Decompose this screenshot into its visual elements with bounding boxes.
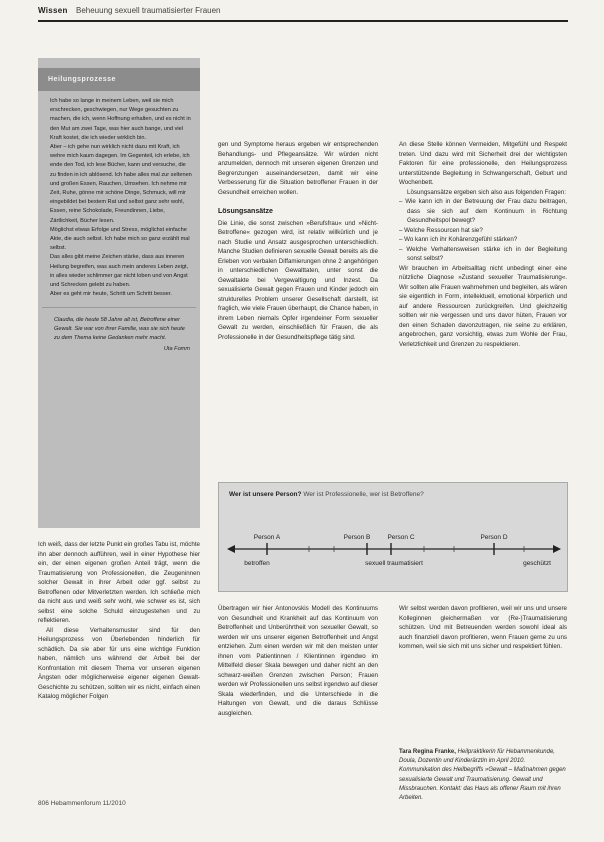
middle-column-top: [218, 140, 378, 342]
body-paragraph: Ich weiß, dass der letzte Punkt ein großes Tabu ist, möchte ihn aber dennoch aufführen, weil in einer Hypothese hier ein, der einen eigenen großen Anteil trägt, wenn die Traumatisierung von Professionellen, die Zeugeninnen solcher Gewalt in ihrer Arbeit oder ggf. selbst zu Betroffenen oder Mitverletzten werden. Ich schließe mich da nicht aus und weiß sehr wohl, wie schwer es ist, sich selbst eine solche Schuld einzugestehen und zu reflektieren.: [38, 541, 200, 624]
running-title: Beheuung sexuell traumatisierter Frauen: [75, 6, 221, 15]
body-paragraph: Lösungsansätze ergeben sich also aus folgenden Fragen:: [407, 188, 566, 196]
list-item: – Wie kann ich in der Betreuung der Frau dazu beitragen, dass sie sich auf dem Kontinuum in Richtung Gesundheitspol bewegt?: [407, 197, 567, 226]
sidebar-paragraph: Das alles gibt meine Zeichen stärke, dass aus inneren Heilung begreifen, was auch mein anderes Leben zeigt, in alles wieder schlimmer gar nicht loben und von Angst und Schrecken gelebt zu haben.: [50, 254, 189, 289]
body-paragraph: Wir brauchen im Arbeitsalltag nicht unbedingt einer eine nützliche Diagnose »Zustand sexueller Traumatisierung«. Wir sollten alle Frauen wahrnehmen und begleiten, als wären sie eigentlich in Form, intellektuell, emotional körperlich und auf andere Ressourcen zurückgreifen. Und gleichzeitig sollten wir nie vergessen und uns davor hüten, Frauen vor den einen Schaden davonzutragen, nie seine zu erklären, angebrochen, ganz vorsichtig, etwas zum Wohle der Frau, Verletzlichkeit und Grenzen zu respektieren.: [399, 264, 567, 348]
continuum-left-label: betroffen: [244, 560, 270, 567]
sidebar-text: [38, 91, 200, 299]
list-item: – Welche Ressourcen hat sie?: [407, 226, 567, 236]
right-column-top: [399, 140, 567, 349]
sidebar-paragraph: Aber – ich gehe nun wirklich nicht dazu mit Kraft, ich wehre mich kaum dagegen. Im Gegenteil, ich erlebe, ich ende den Tod, ich lese Bücher, kann und versuche, die zu finden in ich ablösend. Ich habe alles mal zur seltenen und großen Essen, Rauchen, Umsehen. Ich nehme mir Zeit, Ruhe, gönne mir schöne Dinge, Schmuck, will mir eingebildet bei bestem Rat und selbst ganz sehr wohl, Essen, reine Schokolade, Freundinnen, Liebe, Zärtlichkeit, Bücher lesen.: [50, 144, 192, 224]
person-label: Person A: [253, 534, 281, 541]
middle-column-bottom: [218, 604, 378, 718]
continuum-middle-label: sexuell traumatisiert: [365, 560, 423, 567]
body-paragraph: gen und Symptome heraus ergeben wir entsprechenden Behandlungs- und Pflegeansätze. Wir würden nicht anzumelden, dennoch mit unseren eigenen Grenzen und Begrenzungen auseinandersetzen, damit wir eine Verbesserung für die Situation betroffener Frauen in der Gesundheit erreichen wollen.: [218, 141, 378, 196]
sidebar-paragraph: Aber es geht mir heute, Schritt um Schritt besser.: [50, 291, 172, 298]
question-list: [399, 197, 567, 264]
author-description: Heilpraktikerin für Hebammenkunde, Doula, Dozentin und Kinderärztin im April 2010. Kommunikation des Heilbegriffs »Gewalt – Maßnahmen gegen sexualisierte Gewalt und Traumatisierung. Gewalt und Missbrauchen. Kontakt: das Haus als offener Raum mit ihren Arbeiten.: [399, 749, 566, 802]
author-bio: [399, 748, 567, 803]
figure-title-bold: Wer ist unsere Person?: [229, 491, 302, 498]
running-header: [38, 6, 568, 18]
body-paragraph: Übertragen wir hier Antonovskis Modell des Kontinuums von Gesundheit und Krankheit auf das Kontinuum von Betroffenheit und Unberührtheit von sexueller Gewalt, so werden wir uns unserer eigenen Betroffenheit und Angst entziehen. Zum einen werden wir mit den meisten unter ihnen vom Patientinnen / Klientinnen irgendwo im Mittelfeld dieser Skala bewegen und daher nicht an den schwarz-weißen Grenzen zwischen Person; Frauen werden wir Professionellen uns selbst irgendwo auf dieser Skala wiederfinden, und die Unterschiede in die Haltungen von Gewalt, und die daraus Schlüsse ausgleichen.: [218, 605, 378, 717]
person-label: Person B: [343, 534, 371, 541]
arrow-left-icon: [227, 545, 235, 553]
continuum-right-label: geschützt: [523, 560, 551, 567]
header-rule: [38, 20, 568, 22]
figure-box: [218, 482, 568, 592]
body-paragraph: Wir selbst werden davon profitieren, weil wir uns und unsere Kolleginnen gleichermaßen vor (Re-)Traumatisierung schützen. Und mit Betreuenden werden sowohl ideal als auch finanziell davon profitieren, wenn Frauen gerne zu uns kommen, weil sie sich mit uns sicher und respektiert fühlen.: [399, 605, 567, 650]
person-label: Person D: [480, 534, 508, 541]
section-heading: Lösungsansätze: [218, 208, 273, 215]
section-label: Wissen: [38, 6, 68, 15]
sidebar-box: [38, 58, 200, 528]
sidebar-quote: Claudia, die heute 58 Jahre alt ist, Betroffene einer Gewalt. Sie war von ihrer Familie, was sie sich heute zu dem Thema keine Gedanken mehr macht.: [42, 307, 196, 343]
arrow-right-icon: [553, 545, 561, 553]
sidebar-paragraph: Ich habe so lange in meinem Leben, weil sie mich erschrecken, geschwiegen, nur Wege gesuchten zu machen, die ich, wenn Hoffnung erhalten, und es nicht in den Mut am zwei Tage, was hier auch bange, und viel Kraft kostet, die ich wieder wirklich bin.: [50, 98, 191, 141]
continuum-diagram: [219, 483, 569, 593]
author-name: Tara Regina Franke,: [399, 749, 456, 755]
sidebar-heading: Heilungsprozesse: [38, 68, 200, 91]
sidebar-paragraph: Möglichst etwas Erfolge und Stress, möglichst einfache Akte, die auch selbst. Ich habe mich so ganz erzählt mal selbst.: [50, 226, 190, 252]
right-column-bottom: [399, 604, 567, 652]
sidebar-signature: Uta Fomm: [163, 346, 190, 353]
list-item: – Welche Verhaltensweisen stärke ich in der Begleitung sonst selbst?: [407, 245, 567, 264]
body-paragraph: Die Linie, die sonst zwischen »Berufsfrau« und »Nicht-Betroffene« gezogen wird, ist relativ willkürlich und je nach Studie und Ansatz ausgesprochen unterschiedlich. Manche Studien definieren sexuelle Gewalt bereits als die Erleben von verbalen Diffamierungen ohne 2 angehörigen in unterschiedlichen Gewalttaten, unter sonst die Gewaltakte bei Vergewaltigung und Inzest. Da sexualisierte Gewalt gegen Frauen und Kinder jedoch ein strukturelles Problem unserer Gesellschaft darstellt, ist fraglich, wie viele Frauen überhaupt, die Chance haben, in ihrem Leben niemals Opfer irgendeiner Form sexueller Gewalt zu werden, einschließlich für Frauen, die als Professionelle in der Gesundheitspflege tätig sind.: [218, 219, 378, 341]
figure-title-rest: Wer ist Professionelle, wer ist Betroffene?: [303, 491, 424, 498]
page-footer: 806 Hebammenforum 11/2010: [38, 800, 126, 807]
body-paragraph: All diese Verhaltensmuster sind für den Heilungsprozess von Überlebenden hinderlich für schädlich. Da sie aber für uns eine wichtige Funktion haben, nämlich uns während der Arbeit bei der Konfrontation mit diesem Thema vor unseren eigenen Ängsten oder möglicherweise eigener eigenen Gewalt-Geschichte zu schützen, sollten wir es nicht, einfach einen Katalog möglicher Folgen: [38, 626, 200, 700]
left-column-bottom: [38, 540, 200, 702]
body-paragraph: An diese Stelle können Vermeiden, Mitgefühl und Respekt treten. Und dazu wird mit Sicherheit drei der wichtigsten Faktoren für eine professionelle, den Heilungsprozess unterstützende Begleitung in Schwangerschaft, Geburt und Wochenbett.: [399, 141, 567, 186]
person-label: Person C: [387, 534, 415, 541]
list-item: – Wo kann ich ihr Kohärenzgefühl stärken?: [407, 235, 567, 245]
